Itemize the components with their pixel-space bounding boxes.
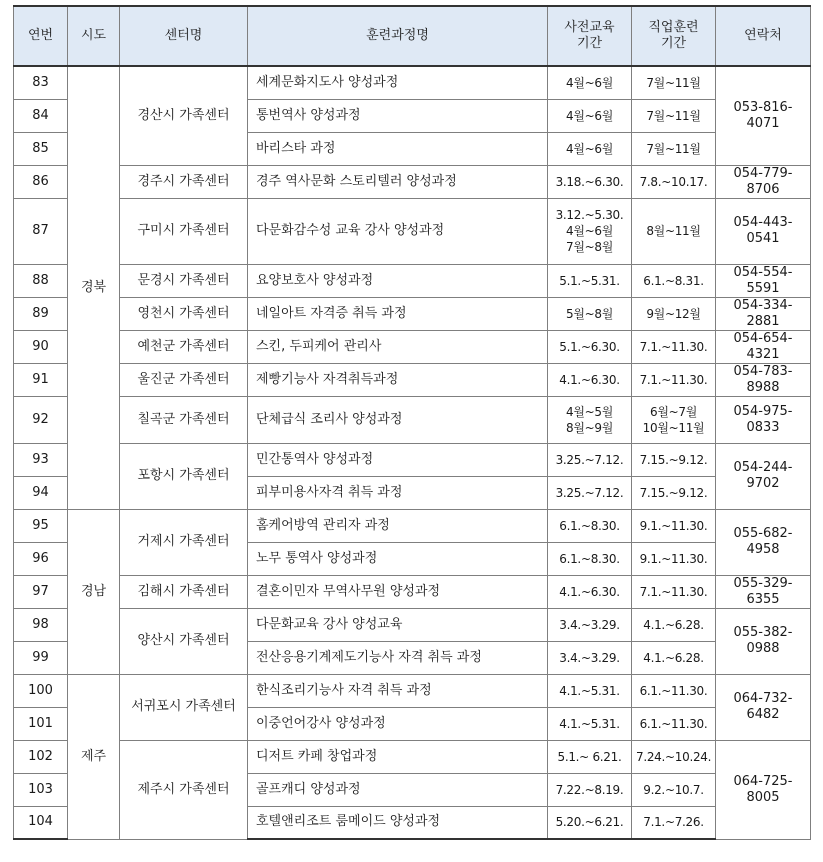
center-name-cell: 칠곡군 가족센터 — [120, 396, 248, 443]
job-training-period-cell: 7.8.~10.17. — [632, 165, 716, 198]
training-course-table — [13, 5, 811, 840]
table-row — [14, 443, 811, 476]
course-name-cell: 네일아트 자격증 취득 과정 — [248, 297, 548, 330]
table-row — [14, 509, 811, 542]
course-name-cell: 세계문화지도사 양성과정 — [248, 66, 548, 99]
contact-cell: 054-654-4321 — [716, 330, 811, 363]
job-training-period-cell: 7월~11월 — [632, 99, 716, 132]
region-cell: 경북 — [68, 66, 120, 509]
row-number-cell: 97 — [14, 575, 68, 608]
header-cell: 센터명 — [120, 6, 248, 66]
table-row — [14, 297, 811, 330]
course-name-cell: 디저트 카페 창업과정 — [248, 740, 548, 773]
center-name-cell: 포항시 가족센터 — [120, 443, 248, 509]
row-number-cell: 103 — [14, 773, 68, 806]
row-number-cell: 102 — [14, 740, 68, 773]
header-cell: 훈련과정명 — [248, 6, 548, 66]
header-cell: 사전교육 기간 — [548, 6, 632, 66]
job-training-period-cell: 6.1.~11.30. — [632, 707, 716, 740]
contact-cell: 055-382-0988 — [716, 608, 811, 674]
row-number-cell: 95 — [14, 509, 68, 542]
table-row — [14, 740, 811, 773]
header-row — [14, 6, 811, 66]
job-training-period-cell: 9.2.~10.7. — [632, 773, 716, 806]
course-name-cell: 단체급식 조리사 양성과정 — [248, 396, 548, 443]
contact-cell: 053-816-4071 — [716, 66, 811, 165]
job-training-period-cell: 4.1.~6.28. — [632, 608, 716, 641]
job-training-period-cell: 7.1.~7.26. — [632, 806, 716, 839]
pre-education-period-cell: 6.1.~8.30. — [548, 509, 632, 542]
pre-education-period-cell: 5.20.~6.21. — [548, 806, 632, 839]
pre-education-period-cell: 3.12.~5.30. 4월~6월 7월~8월 — [548, 198, 632, 264]
contact-cell: 055-329-6355 — [716, 575, 811, 608]
pre-education-period-cell: 4.1.~5.31. — [548, 674, 632, 707]
center-name-cell: 제주시 가족센터 — [120, 740, 248, 839]
pre-education-period-cell: 4월~6월 — [548, 99, 632, 132]
center-name-cell: 문경시 가족센터 — [120, 264, 248, 297]
course-name-cell: 다문화교육 강사 양성교육 — [248, 608, 548, 641]
course-name-cell: 전산응용기계제도기능사 자격 취득 과정 — [248, 641, 548, 674]
job-training-period-cell: 7.15.~9.12. — [632, 443, 716, 476]
row-number-cell: 91 — [14, 363, 68, 396]
course-name-cell: 요양보호사 양성과정 — [248, 264, 548, 297]
row-number-cell: 96 — [14, 542, 68, 575]
center-name-cell: 경주시 가족센터 — [120, 165, 248, 198]
center-name-cell: 영천시 가족센터 — [120, 297, 248, 330]
course-name-cell: 노무 통역사 양성과정 — [248, 542, 548, 575]
pre-education-period-cell: 3.4.~3.29. — [548, 641, 632, 674]
course-name-cell: 골프캐디 양성과정 — [248, 773, 548, 806]
row-number-cell: 100 — [14, 674, 68, 707]
row-number-cell: 99 — [14, 641, 68, 674]
job-training-period-cell: 8월~11월 — [632, 198, 716, 264]
contact-cell: 064-725-8005 — [716, 740, 811, 839]
header-cell: 시도 — [68, 6, 120, 66]
contact-cell: 054-334-2881 — [716, 297, 811, 330]
course-name-cell: 홈케어방역 관리자 과정 — [248, 509, 548, 542]
center-name-cell: 구미시 가족센터 — [120, 198, 248, 264]
job-training-period-cell: 9월~12월 — [632, 297, 716, 330]
course-name-cell: 한식조리기능사 자격 취득 과정 — [248, 674, 548, 707]
job-training-period-cell: 9.1.~11.30. — [632, 542, 716, 575]
table-row — [14, 264, 811, 297]
job-training-period-cell: 7.24.~10.24. — [632, 740, 716, 773]
job-training-period-cell: 7월~11월 — [632, 132, 716, 165]
center-name-cell: 양산시 가족센터 — [120, 608, 248, 674]
job-training-period-cell: 7.1.~11.30. — [632, 330, 716, 363]
row-number-cell: 88 — [14, 264, 68, 297]
pre-education-period-cell: 5.1.~ 6.21. — [548, 740, 632, 773]
contact-cell: 054-554-5591 — [716, 264, 811, 297]
course-name-cell: 피부미용사자격 취득 과정 — [248, 476, 548, 509]
header-cell: 연락처 — [716, 6, 811, 66]
center-name-cell: 울진군 가족센터 — [120, 363, 248, 396]
pre-education-period-cell: 4월~6월 — [548, 66, 632, 99]
table-row — [14, 575, 811, 608]
pre-education-period-cell: 5.1.~6.30. — [548, 330, 632, 363]
row-number-cell: 104 — [14, 806, 68, 839]
job-training-period-cell: 7월~11월 — [632, 66, 716, 99]
table-row — [14, 198, 811, 264]
row-number-cell: 92 — [14, 396, 68, 443]
job-training-period-cell: 9.1.~11.30. — [632, 509, 716, 542]
center-name-cell: 예천군 가족센터 — [120, 330, 248, 363]
course-name-cell: 바리스타 과정 — [248, 132, 548, 165]
table-row — [14, 674, 811, 707]
center-name-cell: 경산시 가족센터 — [120, 66, 248, 165]
pre-education-period-cell: 5월~8월 — [548, 297, 632, 330]
row-number-cell: 101 — [14, 707, 68, 740]
row-number-cell: 83 — [14, 66, 68, 99]
course-name-cell: 스킨, 두피케어 관리사 — [248, 330, 548, 363]
pre-education-period-cell: 7.22.~8.19. — [548, 773, 632, 806]
row-number-cell: 87 — [14, 198, 68, 264]
course-name-cell: 제빵기능사 자격취득과정 — [248, 363, 548, 396]
center-name-cell: 서귀포시 가족센터 — [120, 674, 248, 740]
center-name-cell: 거제시 가족센터 — [120, 509, 248, 575]
row-number-cell: 85 — [14, 132, 68, 165]
job-training-period-cell: 7.1.~11.30. — [632, 363, 716, 396]
job-training-period-cell: 7.15.~9.12. — [632, 476, 716, 509]
course-name-cell: 결혼이민자 무역사무원 양성과정 — [248, 575, 548, 608]
row-number-cell: 84 — [14, 99, 68, 132]
pre-education-period-cell: 3.4.~3.29. — [548, 608, 632, 641]
region-cell: 경남 — [68, 509, 120, 674]
contact-cell: 054-783-8988 — [716, 363, 811, 396]
job-training-period-cell: 6.1.~8.31. — [632, 264, 716, 297]
row-number-cell: 90 — [14, 330, 68, 363]
contact-cell: 054-443-0541 — [716, 198, 811, 264]
pre-education-period-cell: 4.1.~6.30. — [548, 575, 632, 608]
row-number-cell: 93 — [14, 443, 68, 476]
course-name-cell: 다문화감수성 교육 강사 양성과정 — [248, 198, 548, 264]
pre-education-period-cell: 6.1.~8.30. — [548, 542, 632, 575]
job-training-period-cell: 4.1.~6.28. — [632, 641, 716, 674]
table-row — [14, 608, 811, 641]
row-number-cell: 89 — [14, 297, 68, 330]
course-name-cell: 경주 역사문화 스토리텔러 양성과정 — [248, 165, 548, 198]
contact-cell: 055-682-4958 — [716, 509, 811, 575]
pre-education-period-cell: 3.25.~7.12. — [548, 476, 632, 509]
course-name-cell: 민간통역사 양성과정 — [248, 443, 548, 476]
row-number-cell: 94 — [14, 476, 68, 509]
table-row — [14, 66, 811, 99]
row-number-cell: 98 — [14, 608, 68, 641]
table-row — [14, 330, 811, 363]
table-row — [14, 396, 811, 443]
pre-education-period-cell: 3.25.~7.12. — [548, 443, 632, 476]
contact-cell: 064-732-6482 — [716, 674, 811, 740]
pre-education-period-cell: 5.1.~5.31. — [548, 264, 632, 297]
header-cell: 연번 — [14, 6, 68, 66]
contact-cell: 054-244-9702 — [716, 443, 811, 509]
course-name-cell: 통번역사 양성과정 — [248, 99, 548, 132]
contact-cell: 054-975-0833 — [716, 396, 811, 443]
region-cell: 제주 — [68, 674, 120, 839]
header-cell: 직업훈련 기간 — [632, 6, 716, 66]
table-row — [14, 165, 811, 198]
job-training-period-cell: 6월~7월 10월~11월 — [632, 396, 716, 443]
center-name-cell: 김해시 가족센터 — [120, 575, 248, 608]
pre-education-period-cell: 4월~5월 8월~9월 — [548, 396, 632, 443]
job-training-period-cell: 7.1.~11.30. — [632, 575, 716, 608]
pre-education-period-cell: 3.18.~6.30. — [548, 165, 632, 198]
table-row — [14, 363, 811, 396]
course-name-cell: 이중언어강사 양성과정 — [248, 707, 548, 740]
pre-education-period-cell: 4.1.~5.31. — [548, 707, 632, 740]
pre-education-period-cell: 4월~6월 — [548, 132, 632, 165]
row-number-cell: 86 — [14, 165, 68, 198]
contact-cell: 054-779-8706 — [716, 165, 811, 198]
pre-education-period-cell: 4.1.~6.30. — [548, 363, 632, 396]
job-training-period-cell: 6.1.~11.30. — [632, 674, 716, 707]
course-name-cell: 호텔앤리조트 룸메이드 양성과정 — [248, 806, 548, 839]
